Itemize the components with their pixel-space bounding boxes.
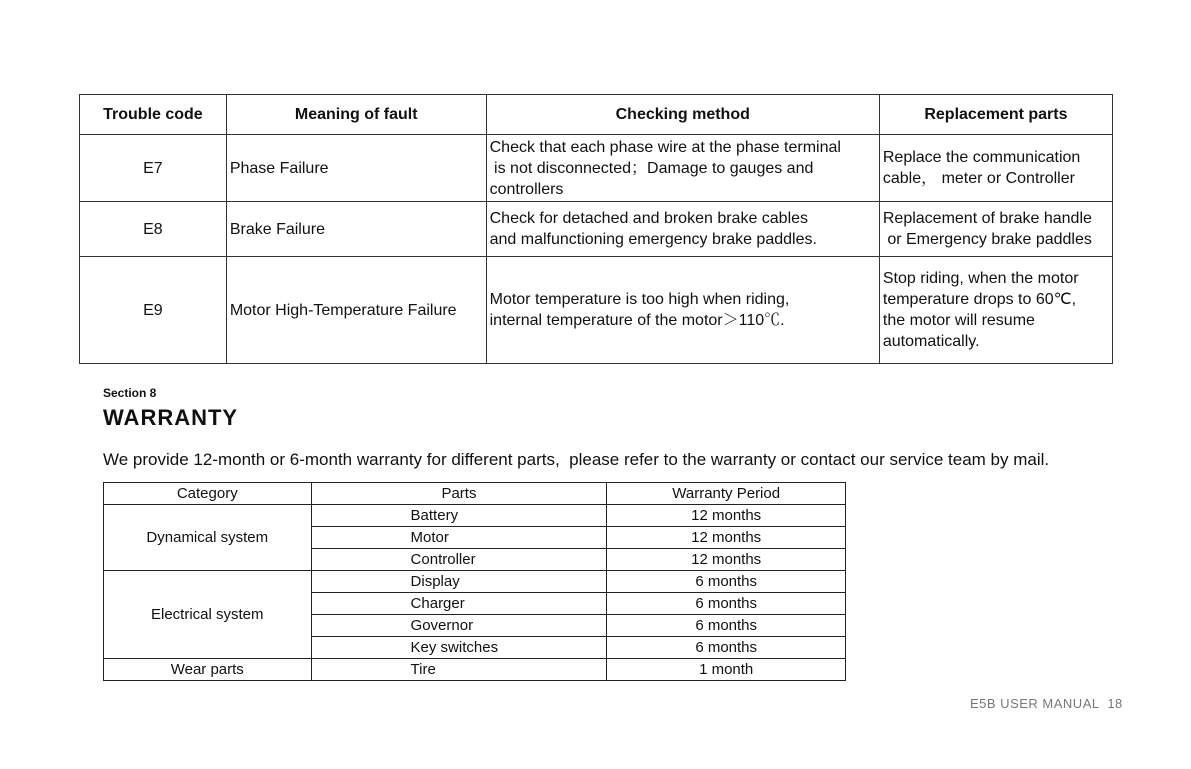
fault-checking-method: [486, 202, 879, 257]
parts-line: the motor will resume: [882, 312, 1035, 329]
warranty-part: Battery: [311, 505, 607, 527]
warranty-part: Governor: [311, 615, 607, 637]
warranty-header-row: [104, 483, 846, 505]
header-checking-method: Checking method: [486, 95, 879, 135]
fault-meaning: Phase Failure: [226, 135, 486, 202]
page-footer: E5B USER MANUAL 18: [970, 696, 1123, 711]
warranty-period: 12 months: [607, 527, 846, 549]
fault-row-e8: [80, 202, 1113, 257]
header-warranty-period: Warranty Period: [607, 483, 846, 505]
warranty-part: Tire: [311, 659, 607, 681]
header-category: Category: [104, 483, 312, 505]
warranty-table: [103, 482, 846, 681]
header-trouble-code: Trouble code: [80, 95, 227, 135]
warranty-category: Dynamical system: [104, 505, 312, 571]
warranty-period: 12 months: [607, 549, 846, 571]
warranty-category: Electrical system: [104, 571, 312, 659]
parts-line: Replacement of brake handle: [882, 210, 1092, 227]
header-replacement-parts: Replacement parts: [879, 95, 1112, 135]
check-line: internal temperature of the motor＞110℃.: [489, 312, 785, 329]
warranty-part: Controller: [311, 549, 607, 571]
check-line: and malfunctioning emergency brake paddles.: [489, 231, 817, 248]
parts-line: temperature drops to 60℃,: [882, 291, 1077, 308]
check-line: Motor temperature is too high when riding,: [489, 291, 790, 308]
warranty-row: [104, 659, 846, 681]
warranty-part: Charger: [311, 593, 607, 615]
parts-line: automatically.: [882, 333, 980, 350]
warranty-period: 6 months: [607, 593, 846, 615]
warranty-period: 1 month: [607, 659, 846, 681]
check-line: Check for detached and broken brake cables: [489, 210, 809, 227]
fault-checking-method: [486, 257, 879, 364]
check-line: controllers: [489, 180, 564, 198]
fault-code: E8: [80, 202, 227, 257]
section-label: Section 8: [103, 386, 157, 400]
warranty-period: 6 months: [607, 637, 846, 659]
trouble-table-header-row: [80, 95, 1113, 135]
warranty-period: 6 months: [607, 615, 846, 637]
fault-meaning: Motor High-Temperature Failure: [226, 257, 486, 364]
fault-replacement-parts: [879, 202, 1112, 257]
header-meaning-of-fault: Meaning of fault: [226, 95, 486, 135]
header-parts: Parts: [311, 483, 607, 505]
check-line: is not disconnected；Damage to gauges and: [489, 159, 814, 177]
fault-row-e7: [80, 135, 1113, 202]
warranty-category: Wear parts: [104, 659, 312, 681]
warranty-heading: WARRANTY: [103, 405, 239, 430]
warranty-row: [104, 571, 846, 593]
parts-line: or Emergency brake paddles: [882, 231, 1092, 248]
warranty-part: Motor: [311, 527, 607, 549]
trouble-code-table: [79, 94, 1113, 364]
warranty-period: 6 months: [607, 571, 846, 593]
fault-replacement-parts: [879, 135, 1112, 202]
warranty-row: [104, 505, 846, 527]
fault-code: E7: [80, 135, 227, 202]
warranty-part: Display: [311, 571, 607, 593]
parts-line: Replace the communication: [882, 149, 1081, 166]
warranty-part: Key switches: [311, 637, 607, 659]
fault-row-e9: [80, 257, 1113, 364]
fault-code: E9: [80, 257, 227, 364]
parts-line: cable， meter or Controller: [882, 170, 1075, 187]
warranty-intro-text: We provide 12-month or 6-month warranty for different parts, please refer to the warranty or contact our service team by mail.: [103, 450, 1050, 469]
fault-replacement-parts: [879, 257, 1112, 364]
warranty-period: 12 months: [607, 505, 846, 527]
fault-checking-method: [486, 135, 879, 202]
fault-meaning: Brake Failure: [226, 202, 486, 257]
parts-line: Stop riding, when the motor: [882, 270, 1079, 287]
check-line: Check that each phase wire at the phase terminal: [489, 138, 841, 156]
